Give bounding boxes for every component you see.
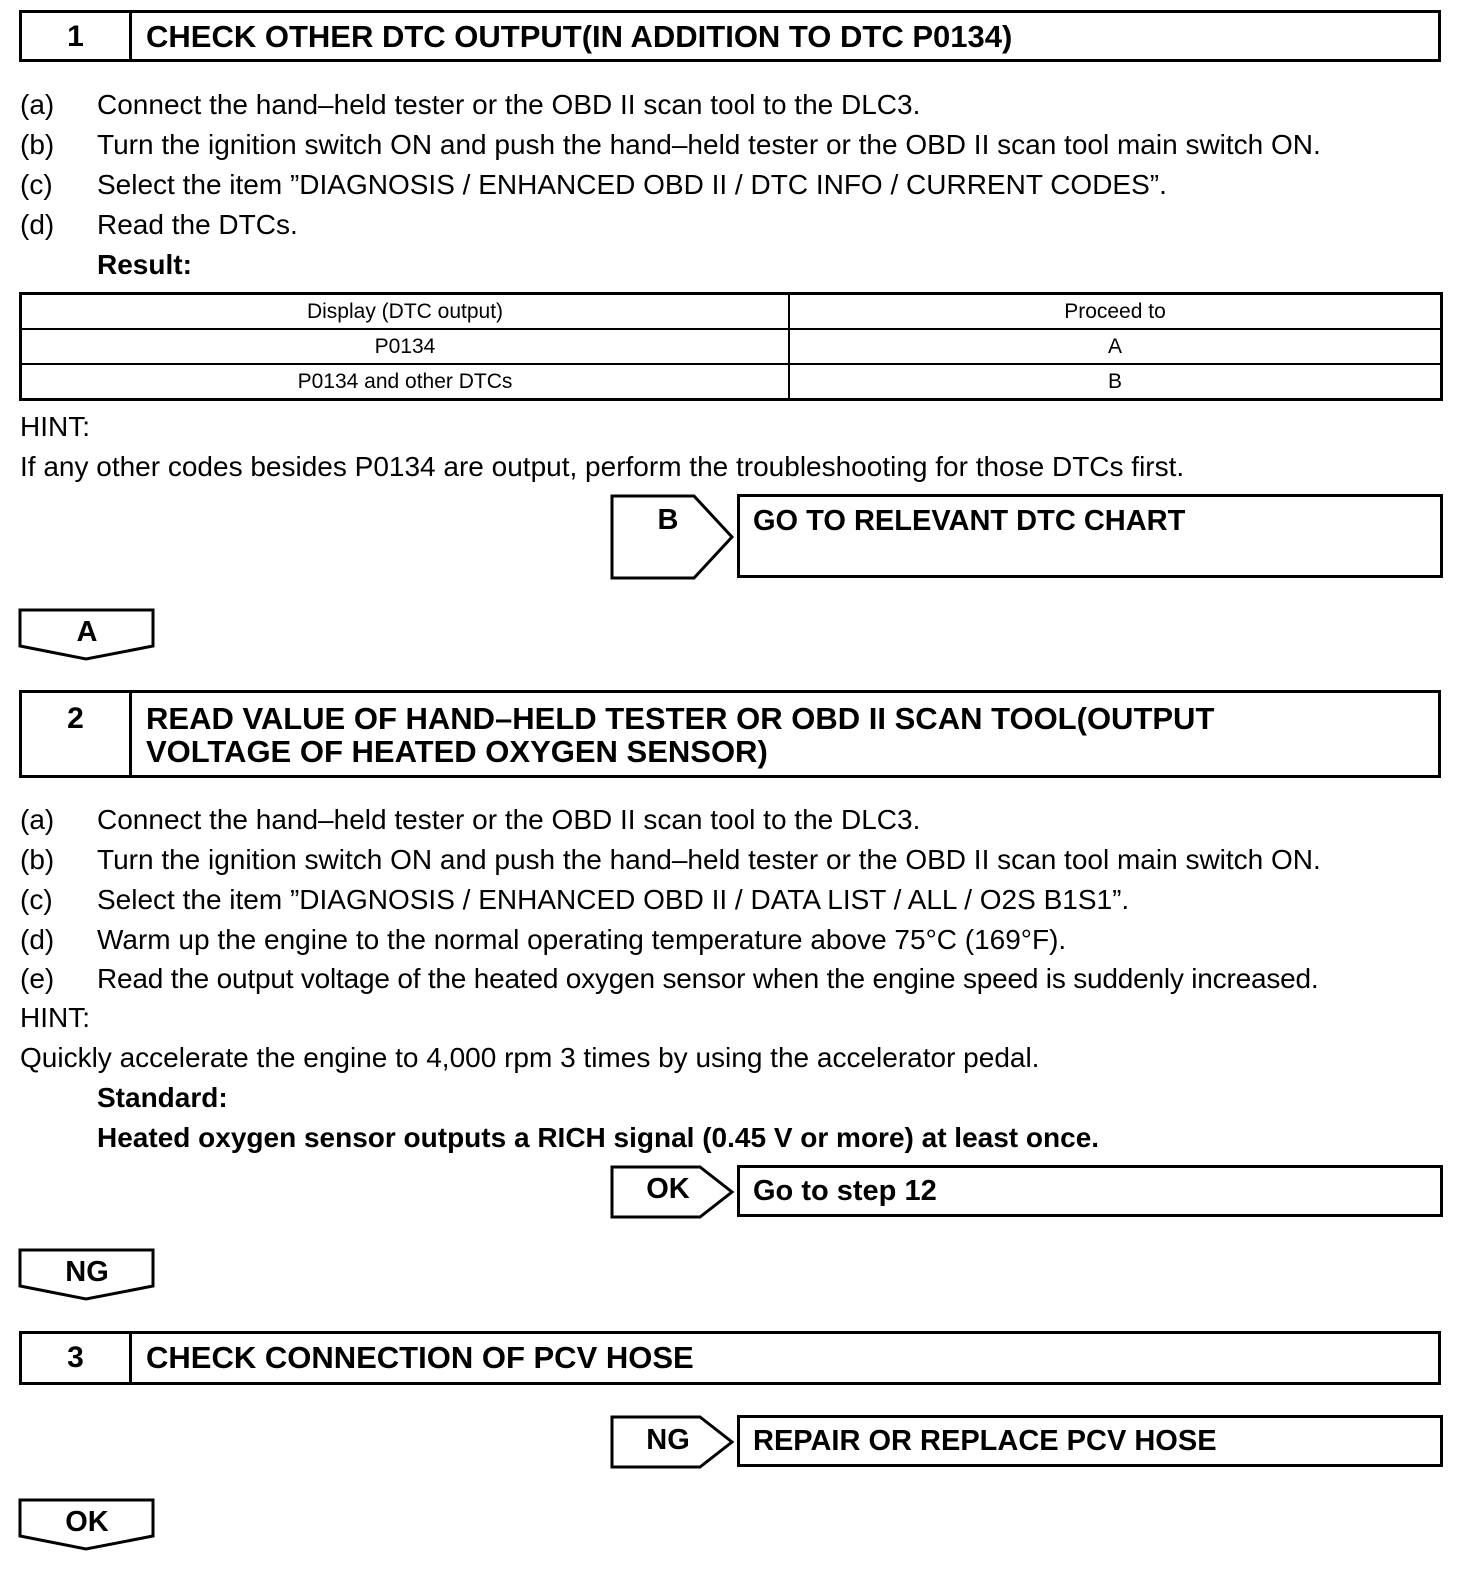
step-3-title: CHECK CONNECTION OF PCV HOSE [146, 1340, 694, 1375]
result-label: Result: [97, 249, 192, 280]
step-1-header [19, 10, 1441, 62]
table-cell: B [789, 364, 1442, 400]
next-a-label: A [76, 616, 98, 648]
standard-text: Heated oxygen sensor outputs a RICH signal (0.45 V or more) at least once. [97, 1122, 1100, 1153]
result-table [19, 292, 1443, 401]
step-2-title [146, 702, 1428, 768]
branch-b-box [737, 494, 1443, 578]
step-2-number: 2 [22, 693, 132, 775]
step-3-header [19, 1331, 1441, 1385]
table-row [21, 329, 1442, 364]
standard-label: Standard: [97, 1082, 228, 1113]
step-1-number: 1 [22, 13, 132, 59]
branch-ng-text: REPAIR OR REPLACE PCV HOSE [753, 1425, 1217, 1457]
instruction-letter: (e) [20, 963, 55, 994]
instruction-text: Connect the hand–held tester or the OBD II scan tool to the DLC3. [97, 804, 921, 835]
branch-ng-label: NG [646, 1424, 690, 1456]
instruction-text: Turn the ignition switch ON and push the hand–held tester or the OBD II scan tool main switch ON. [97, 844, 1321, 875]
instruction-text: Select the item ”DIAGNOSIS / ENHANCED OBD II / DTC INFO / CURRENT CODES”. [97, 169, 1167, 200]
table-row [21, 364, 1442, 400]
instruction-letter: (b) [20, 129, 55, 160]
instruction-letter: (b) [20, 844, 55, 875]
table-cell: A [789, 329, 1442, 364]
instruction-text: Turn the ignition switch ON and push the hand–held tester or the OBD II scan tool main switch ON. [97, 129, 1321, 160]
instruction-letter: (a) [20, 804, 55, 835]
table-header-row [21, 294, 1442, 330]
step-1-hint-text: If any other codes besides P0134 are output, perform the troubleshooting for those DTCs first. [20, 451, 1185, 482]
step-2-hint-label: HINT: [20, 1002, 90, 1033]
instruction-text: Read the DTCs. [97, 209, 298, 240]
instruction-text: Connect the hand–held tester or the OBD II scan tool to the DLC3. [97, 89, 921, 120]
step-2-title-line-2: VOLTAGE OF HEATED OXYGEN SENSOR) [146, 734, 768, 769]
branch-ok-text: Go to step 12 [753, 1175, 937, 1207]
step-3-number: 3 [22, 1334, 132, 1382]
instruction-letter: (d) [20, 209, 55, 240]
instruction-text: Select the item ”DIAGNOSIS / ENHANCED OBD II / DATA LIST / ALL / O2S B1S1”. [97, 884, 1130, 915]
table-cell: P0134 [21, 329, 790, 364]
step-2-hint-text: Quickly accelerate the engine to 4,000 rpm 3 times by using the accelerator pedal. [20, 1042, 1040, 1073]
step-1-title: CHECK OTHER DTC OUTPUT(IN ADDITION TO DTC P0134) [146, 19, 1013, 54]
instruction-text: Read the output voltage of the heated oxygen sensor when the engine speed is suddenly increased. [97, 963, 1319, 994]
instruction-letter: (c) [20, 884, 53, 915]
table-header-cell: Proceed to [789, 294, 1442, 330]
instruction-letter: (d) [20, 924, 55, 955]
step-1-hint-label: HINT: [20, 411, 90, 442]
next-ng-label: NG [65, 1256, 109, 1288]
branch-ng-box [737, 1415, 1443, 1467]
branch-ok-box [737, 1165, 1443, 1217]
table-header-cell: Display (DTC output) [21, 294, 790, 330]
branch-ok-label: OK [646, 1173, 690, 1205]
instruction-text: Warm up the engine to the normal operating temperature above 75°C (169°F). [97, 924, 1067, 955]
branch-b-label: B [657, 504, 679, 536]
branch-b-text: GO TO RELEVANT DTC CHART [753, 505, 1186, 537]
next-ok-label: OK [65, 1506, 109, 1538]
instruction-letter: (a) [20, 89, 55, 120]
step-2-title-line-1: READ VALUE OF HAND–HELD TESTER OR OBD II SCAN TOOL(OUTPUT [146, 701, 1215, 736]
step-2-header [19, 690, 1441, 778]
table-cell: P0134 and other DTCs [21, 364, 790, 400]
instruction-letter: (c) [20, 169, 53, 200]
